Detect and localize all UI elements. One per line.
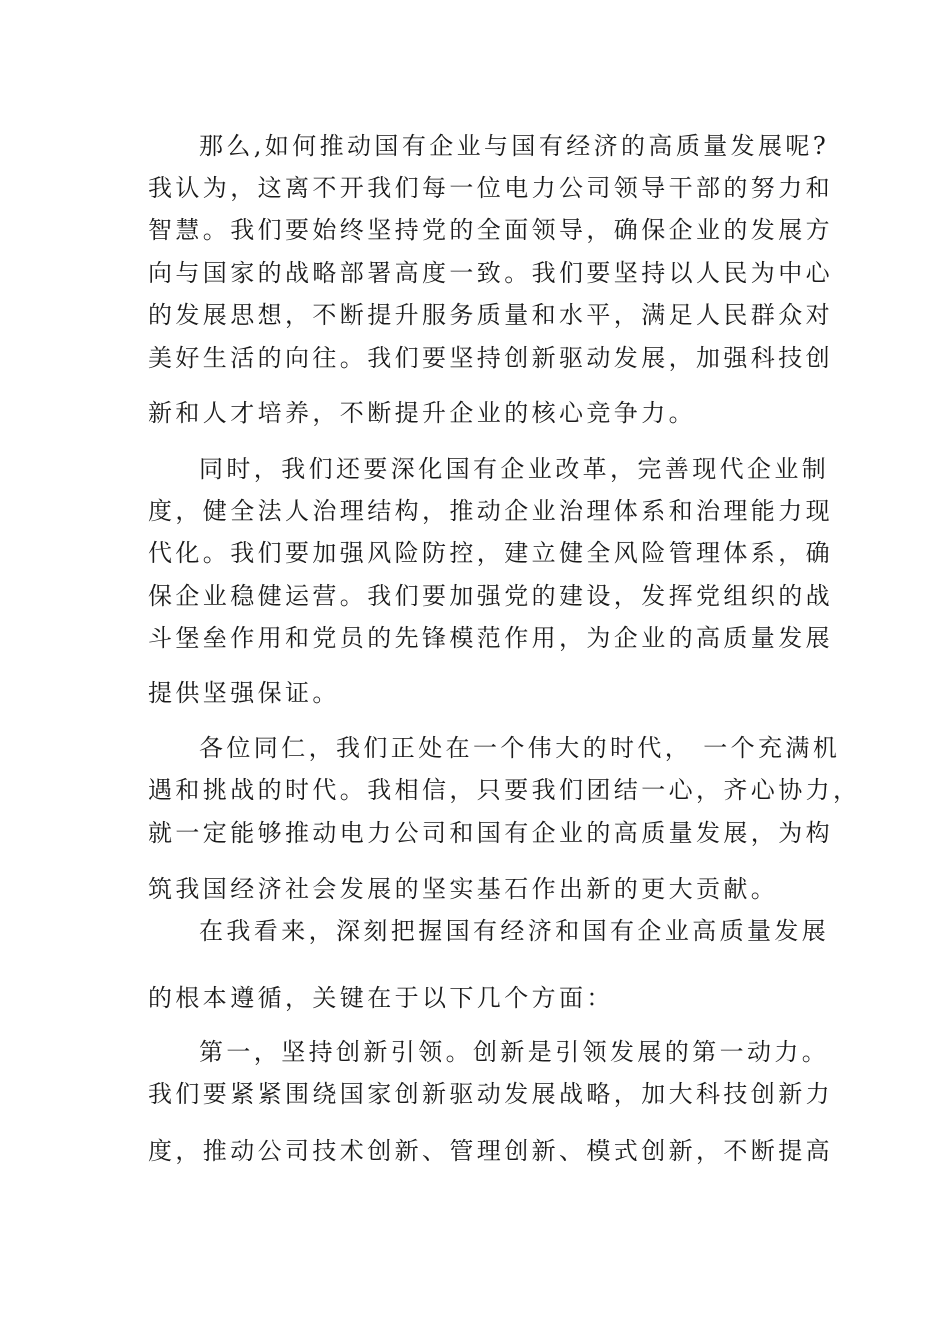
paragraph-5-line-2: 我们要紧紧围绕国家创新驱动发展战略，加大科技创新力 [148, 1080, 833, 1108]
paragraph-5-line-1: 第一，坚持创新引领。创新是引领发展的第一动力。 [199, 1038, 830, 1066]
paragraph-1-line-1: 那么,如何推动国有企业与国有经济的高质量发展呢? [199, 132, 830, 160]
paragraph-2-line-6: 提供坚强保证。 [148, 679, 340, 707]
paragraph-2-line-4: 保企业稳健运营。我们要加强党的建设，发挥党组织的战 [148, 582, 833, 610]
paragraph-3-line-1: 各位同仁，我们正处在一个伟大的时代， 一个充满机 [199, 734, 841, 762]
paragraph-2-line-5: 斗堡垒作用和党员的先锋模范作用，为企业的高质量发展 [148, 624, 833, 652]
paragraph-3-line-3: 就一定能够推动电力公司和国有企业的高质量发展，为构 [148, 819, 833, 847]
paragraph-5-line-3: 度，推动公司技术创新、管理创新、模式创新，不断提高 [148, 1137, 833, 1165]
paragraph-1-line-6: 美好生活的向往。我们要坚持创新驱动发展，加强科技创 [148, 344, 833, 372]
paragraph-2-line-2: 度，健全法人治理结构，推动企业治理体系和治理能力现 [148, 497, 833, 525]
paragraph-4-line-1: 在我看来，深刻把握国有经济和国有企业高质量发展 [199, 917, 830, 945]
paragraph-2-line-1: 同时，我们还要深化国有企业改革，完善现代企业制 [199, 455, 830, 483]
paragraph-1-line-4: 向与国家的战略部署高度一致。我们要坚持以人民为中心 [148, 259, 833, 287]
paragraph-4-line-2: 的根本遵循，关键在于以下几个方面： [148, 984, 614, 1012]
paragraph-2-line-3: 代化。我们要加强风险防控，建立健全风险管理体系，确 [148, 539, 833, 567]
paragraph-1-line-5: 的发展思想，不断提升服务质量和水平，满足人民群众对 [148, 301, 833, 329]
paragraph-1-line-7: 新和人才培养，不断提升企业的核心竞争力。 [148, 399, 696, 427]
paragraph-1-line-2: 我认为，这离不开我们每一位电力公司领导干部的努力和 [148, 174, 833, 202]
paragraph-3-line-2: 遇和挑战的时代。我相信，只要我们团结一心，齐心协力， [148, 776, 861, 804]
paragraph-1-line-3: 智慧。我们要始终坚持党的全面领导，确保企业的发展方 [148, 216, 833, 244]
paragraph-3-line-4: 筑我国经济社会发展的坚实基石作出新的更大贡献。 [148, 875, 779, 903]
